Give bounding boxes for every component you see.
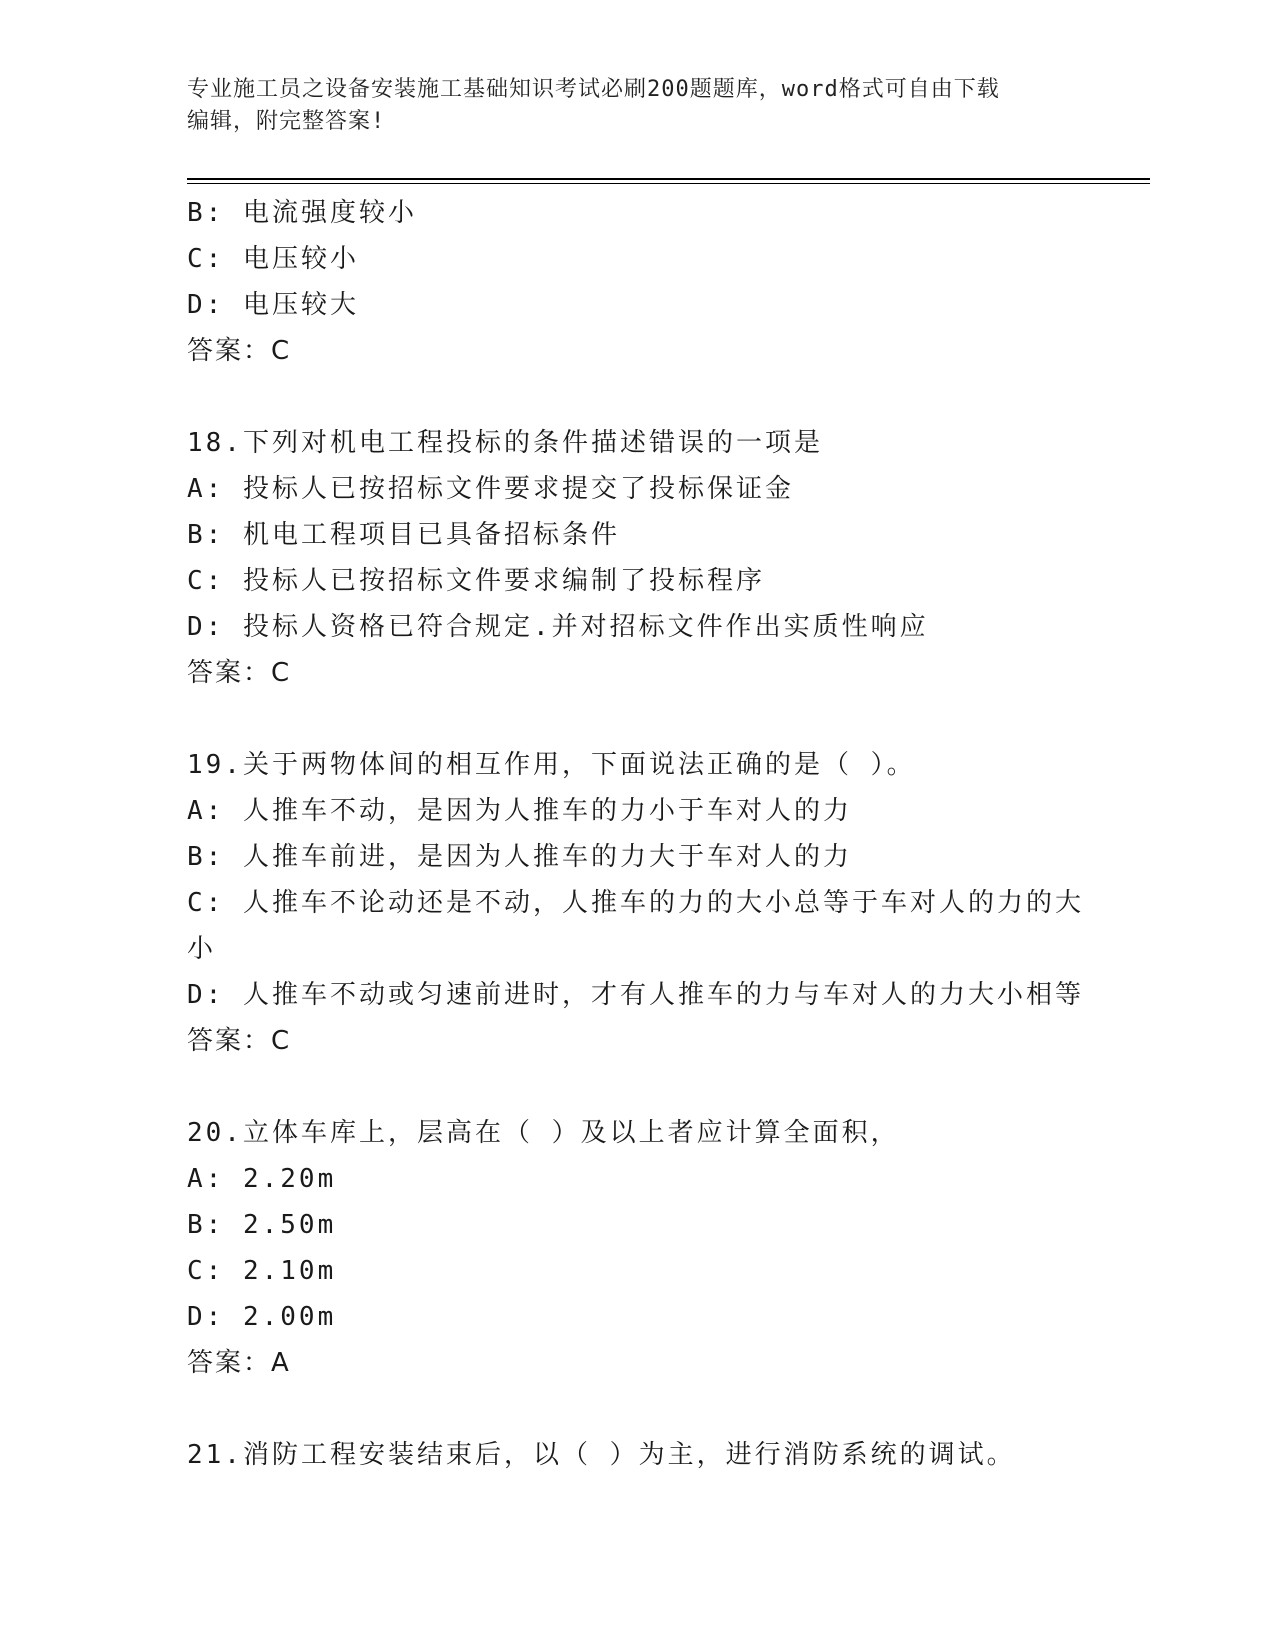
option-a: A: 2.20m bbox=[187, 1164, 337, 1194]
header-rule-thin bbox=[187, 183, 1150, 184]
option-a: A: 投标人已按招标文件要求提交了投标保证金 bbox=[187, 474, 794, 504]
option-c: C: 投标人已按招标文件要求编制了投标程序 bbox=[187, 566, 765, 596]
option-d: D: 投标人资格已符合规定.并对招标文件作出实质性响应 bbox=[187, 612, 929, 642]
question-18 bbox=[187, 420, 1087, 696]
question-21 bbox=[187, 1432, 1087, 1478]
option-b: B: 2.50m bbox=[187, 1210, 337, 1240]
option-b: B: 电流强度较小 bbox=[187, 198, 417, 228]
answer-text: 答案：C bbox=[187, 336, 292, 366]
option-d: D: 电压较大 bbox=[187, 290, 359, 320]
option-d: D: 2.00m bbox=[187, 1302, 337, 1332]
option-a: A: 人推车不动，是因为人推车的力小于车对人的力 bbox=[187, 796, 852, 826]
header-title-line2: 编辑，附完整答案! bbox=[187, 109, 386, 134]
question-20 bbox=[187, 1110, 1087, 1386]
answer-text: 答案：C bbox=[187, 1026, 292, 1056]
option-d: D: 人推车不动或匀速前进时，才有人推车的力与车对人的力大小相等 bbox=[187, 980, 1084, 1010]
header-title-line1: 专业施工员之设备安装施工基础知识考试必刷200题题库，word格式可自由下载 bbox=[187, 77, 1000, 102]
document-header bbox=[187, 74, 1087, 138]
question-17-continued bbox=[187, 190, 1087, 374]
question-stem: 19.关于两物体间的相互作用，下面说法正确的是（ ）。 bbox=[187, 750, 916, 780]
answer-text: 答案：A bbox=[187, 1348, 291, 1378]
header-rule-thick bbox=[187, 178, 1150, 180]
answer-text: 答案：C bbox=[187, 658, 292, 688]
question-stem: 18.下列对机电工程投标的条件描述错误的一项是 bbox=[187, 428, 823, 458]
option-b: B: 机电工程项目已具备招标条件 bbox=[187, 520, 620, 550]
option-c-wrap: 小 bbox=[187, 934, 217, 964]
option-c: C: 人推车不论动还是不动，人推车的力的大小总等于车对人的力的大 bbox=[187, 888, 1084, 918]
option-c: C: 2.10m bbox=[187, 1256, 337, 1286]
question-stem: 21.消防工程安装结束后，以（ ）为主，进行消防系统的调试。 bbox=[187, 1440, 1016, 1470]
question-stem: 20.立体车库上，层高在（ ）及以上者应计算全面积， bbox=[187, 1118, 900, 1148]
option-c: C: 电压较小 bbox=[187, 244, 359, 274]
question-19 bbox=[187, 742, 1087, 1064]
question-list bbox=[187, 190, 1087, 1478]
option-b: B: 人推车前进，是因为人推车的力大于车对人的力 bbox=[187, 842, 852, 872]
